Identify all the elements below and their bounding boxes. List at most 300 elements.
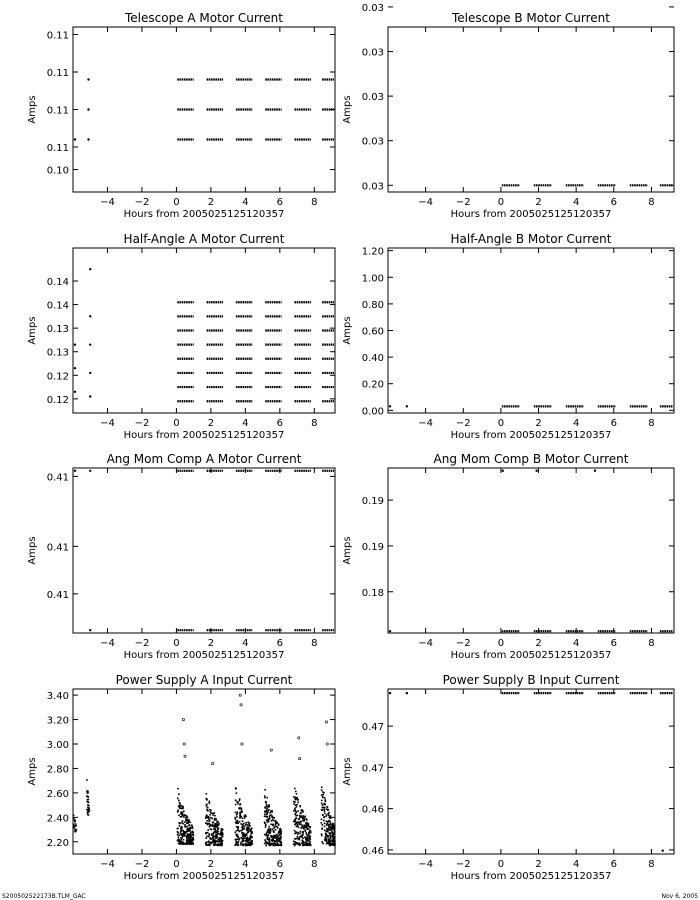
- data-point: [274, 842, 276, 844]
- data-point: [210, 817, 212, 819]
- data-point: [277, 827, 279, 829]
- data-point: [205, 815, 207, 817]
- data-point: [179, 822, 181, 824]
- data-point: [74, 819, 76, 821]
- data-point: [235, 812, 237, 814]
- data-point: [208, 840, 210, 842]
- data-point: [296, 793, 298, 795]
- data-point: [248, 827, 250, 829]
- x-tick-label: 4: [572, 197, 580, 208]
- data-point: [237, 811, 239, 813]
- y-axis-label: Amps: [342, 757, 353, 786]
- y-tick-label: 0.13: [46, 347, 69, 359]
- data-point: [208, 833, 210, 835]
- data-point: [235, 804, 237, 806]
- chart-panel-tel-a: [27, 11, 335, 220]
- data-point: [267, 828, 269, 830]
- data-point: [178, 806, 180, 808]
- data-point: [389, 405, 391, 407]
- data-point: [300, 831, 302, 833]
- x-tick-label: 4: [242, 197, 249, 208]
- data-point: [236, 792, 238, 794]
- data-point: [234, 844, 236, 846]
- data-point: [330, 843, 332, 845]
- data-point: [294, 833, 296, 835]
- data-point: [191, 824, 193, 826]
- y-tick-label: 0.03: [361, 136, 384, 148]
- data-point: [324, 810, 326, 812]
- data-point: [180, 813, 182, 815]
- data-point: [334, 832, 336, 834]
- x-tick-label: −4: [100, 418, 115, 429]
- footer-date: Nov 6, 2005: [661, 893, 698, 900]
- data-point: [186, 841, 188, 843]
- data-point: [206, 836, 208, 838]
- data-point: [389, 692, 391, 694]
- y-tick-label: 0.11: [46, 30, 69, 42]
- data-point: [220, 837, 222, 839]
- data-point: [299, 833, 301, 835]
- plot-frame: [73, 689, 335, 854]
- data-point: [275, 834, 277, 836]
- data-point: [236, 801, 238, 803]
- data-point: [245, 816, 247, 818]
- data-point: [265, 845, 267, 847]
- data-point: [177, 798, 179, 800]
- data-point: [213, 832, 215, 834]
- data-point: [184, 821, 186, 823]
- x-tick-label: 6: [610, 859, 617, 870]
- data-point: [243, 828, 245, 830]
- x-tick-label: 0: [497, 859, 505, 870]
- data-point: [210, 812, 212, 814]
- data-point: [218, 824, 220, 826]
- data-point: [236, 835, 238, 837]
- data-point: [247, 832, 249, 834]
- data-point: [239, 800, 241, 802]
- y-axis-label: Amps: [342, 536, 353, 565]
- data-point: [192, 842, 194, 844]
- data-point: [321, 803, 323, 805]
- data-point: [221, 841, 223, 843]
- data-point: [236, 814, 238, 816]
- data-point: [214, 812, 216, 814]
- data-point: [211, 829, 213, 831]
- data-point: [244, 834, 246, 836]
- data-point: [269, 828, 271, 830]
- data-point: [87, 796, 89, 798]
- data-point: [328, 812, 330, 814]
- data-point: [293, 841, 295, 843]
- data-point: [278, 840, 280, 842]
- y-tick-label: 0.03: [361, 2, 384, 14]
- data-point: [278, 837, 280, 839]
- data-point: [333, 823, 335, 825]
- data-point: [327, 831, 329, 833]
- data-point: [209, 837, 211, 839]
- chart-title: Telescope A Motor Current: [125, 11, 283, 25]
- x-tick-label: 2: [535, 197, 542, 208]
- data-point: [222, 832, 224, 834]
- data-point-outlier: [240, 704, 242, 706]
- data-point: [281, 844, 283, 846]
- data-point: [177, 810, 179, 812]
- x-tick-label: −2: [134, 638, 150, 649]
- data-point: [187, 833, 189, 835]
- x-tick-label: −4: [418, 418, 434, 429]
- data-point: [243, 837, 245, 839]
- x-axis-label: Hours from 2005025125120357: [450, 209, 612, 220]
- data-point: [235, 832, 237, 834]
- x-tick-label: 0: [173, 859, 180, 870]
- data-point: [181, 837, 183, 839]
- data-point: [205, 842, 207, 844]
- data-point: [264, 789, 266, 791]
- data-point: [87, 108, 89, 110]
- data-point: [332, 841, 334, 843]
- x-tick-label: −2: [134, 859, 150, 870]
- data-point: [322, 797, 324, 799]
- data-point: [235, 799, 237, 801]
- data-point: [241, 818, 243, 820]
- data-point: [88, 805, 90, 807]
- data-point: [216, 836, 218, 838]
- data-point: [264, 839, 266, 841]
- data-point: [321, 789, 323, 791]
- x-axis-label: Hours from 2005025125120357: [450, 871, 612, 882]
- data-point: [264, 811, 266, 813]
- data-point: [186, 826, 188, 828]
- x-tick-label: 2: [535, 638, 542, 649]
- data-point-outlier: [239, 694, 241, 696]
- data-point: [88, 814, 90, 816]
- data-point: [241, 832, 243, 834]
- data-point: [193, 834, 195, 836]
- data-point: [268, 809, 270, 811]
- x-tick-label: −2: [134, 197, 150, 208]
- y-tick-label: 0.46: [361, 845, 384, 857]
- data-point: [242, 820, 244, 822]
- data-point: [300, 813, 302, 815]
- data-point: [280, 838, 282, 840]
- data-point: [74, 367, 76, 369]
- y-tick-label: 0.14: [46, 277, 69, 288]
- data-point: [297, 799, 299, 801]
- y-axis-label: Amps: [342, 316, 353, 345]
- data-point: [211, 833, 213, 835]
- data-point: [248, 838, 250, 840]
- data-point: [324, 799, 326, 801]
- data-point: [265, 815, 267, 817]
- data-point: [180, 827, 182, 829]
- data-point: [177, 834, 179, 836]
- x-tick-label: 2: [207, 418, 215, 429]
- y-tick-label: 0.11: [46, 68, 69, 79]
- data-point: [240, 803, 242, 805]
- data-point: [295, 797, 297, 799]
- data-point: [211, 818, 213, 820]
- data-point: [191, 834, 193, 836]
- data-point: [237, 841, 239, 843]
- data-point: [276, 842, 278, 844]
- data-point: [191, 839, 193, 841]
- data-point-outlier: [299, 758, 301, 760]
- data-point: [207, 823, 209, 825]
- data-point: [321, 786, 323, 788]
- data-point: [74, 343, 76, 345]
- data-point: [244, 815, 246, 817]
- data-point: [236, 826, 238, 828]
- data-point: [326, 840, 328, 842]
- data-point: [264, 843, 266, 845]
- data-point: [323, 792, 325, 794]
- data-point: [267, 834, 269, 836]
- data-point: [239, 838, 241, 840]
- x-tick-label: −2: [134, 418, 150, 429]
- data-point: [74, 470, 76, 472]
- data-point: [293, 821, 295, 823]
- data-point: [309, 830, 311, 832]
- data-point: [266, 814, 268, 816]
- data-point: [246, 829, 248, 831]
- data-point: [293, 801, 295, 803]
- data-point: [294, 788, 296, 790]
- y-tick-label: 2.40: [46, 813, 69, 825]
- data-point: [212, 814, 214, 816]
- data-point: [324, 826, 326, 828]
- data-point: [188, 840, 190, 842]
- data-point: [324, 813, 326, 815]
- data-point: [242, 844, 244, 846]
- data-point: [322, 794, 324, 796]
- data-point: [269, 841, 271, 843]
- data-point: [205, 837, 207, 839]
- chart-panel-tel-b: [342, 0, 674, 220]
- data-point: [297, 832, 299, 834]
- x-tick-label: 4: [572, 859, 580, 870]
- chart-panel-ang-b: [342, 452, 674, 661]
- data-point: [251, 843, 253, 845]
- data-point: [270, 835, 272, 837]
- data-point: [305, 818, 307, 820]
- data-point: [237, 803, 239, 805]
- data-point: [264, 797, 266, 799]
- data-point: [183, 814, 185, 816]
- data-point: [297, 824, 299, 826]
- data-point: [294, 838, 296, 840]
- x-tick-label: 6: [276, 197, 284, 208]
- x-tick-label: 2: [207, 859, 215, 870]
- data-point: [266, 837, 268, 839]
- chart-panel-half-a: [27, 232, 335, 441]
- data-point: [209, 801, 211, 803]
- data-point: [296, 806, 298, 808]
- data-point: [214, 815, 216, 817]
- data-point: [273, 845, 275, 847]
- y-tick-label: 3.20: [46, 715, 69, 727]
- data-point: [326, 808, 328, 810]
- data-point: [248, 840, 250, 842]
- x-tick-label: −2: [455, 638, 471, 649]
- data-point: [309, 837, 311, 839]
- data-point-outlier: [184, 755, 186, 757]
- x-axis-label: Hours from 2005025125120357: [450, 650, 612, 661]
- x-tick-label: 8: [648, 638, 655, 649]
- data-point: [221, 830, 223, 832]
- data-point: [305, 830, 307, 832]
- data-point: [329, 832, 331, 834]
- data-point-outlier: [183, 743, 185, 745]
- data-point: [212, 825, 214, 827]
- data-point: [332, 828, 334, 830]
- data-point: [189, 824, 191, 826]
- data-point: [250, 829, 252, 831]
- data-point-outlier: [241, 743, 243, 745]
- data-point: [295, 823, 297, 825]
- data-point: [190, 827, 192, 829]
- data-point: [178, 800, 180, 802]
- data-point: [274, 824, 276, 826]
- data-point: [186, 830, 188, 832]
- y-tick-label: 0.40: [361, 353, 384, 365]
- x-tick-label: −4: [418, 197, 434, 208]
- data-point: [216, 834, 218, 836]
- x-tick-label: −4: [418, 638, 434, 649]
- x-tick-label: 2: [207, 197, 215, 208]
- y-tick-label: 0.19: [361, 496, 384, 508]
- data-point: [178, 840, 180, 842]
- data-point: [183, 842, 185, 844]
- data-point: [218, 844, 220, 846]
- y-tick-label: 0.13: [46, 324, 69, 336]
- y-tick-label: 0.20: [361, 379, 384, 391]
- y-tick-label: 0.47: [361, 722, 384, 734]
- data-point: [271, 820, 273, 822]
- data-point: [179, 843, 181, 845]
- data-point: [502, 470, 504, 472]
- data-point: [184, 824, 186, 826]
- data-point: [251, 837, 253, 839]
- data-point: [180, 816, 182, 818]
- x-tick-label: 4: [242, 418, 249, 429]
- data-point: [329, 837, 331, 839]
- y-axis-label: Amps: [27, 536, 38, 565]
- data-point: [293, 796, 295, 798]
- data-point: [332, 825, 334, 827]
- data-point: [179, 803, 181, 805]
- data-point: [73, 824, 75, 826]
- data-point: [214, 819, 216, 821]
- data-point: [240, 842, 242, 844]
- y-tick-label: 0.41: [46, 589, 69, 601]
- data-point: [186, 819, 188, 821]
- data-point: [269, 838, 271, 840]
- data-point: [87, 801, 89, 803]
- y-tick-label: 0.14: [46, 300, 69, 312]
- data-point: [73, 827, 75, 829]
- data-point: [269, 812, 271, 814]
- y-tick-label: 3.00: [46, 740, 69, 751]
- data-point: [178, 793, 180, 795]
- data-point: [209, 809, 211, 811]
- data-point: [276, 836, 278, 838]
- x-tick-label: 2: [207, 638, 215, 649]
- data-point: [326, 835, 328, 837]
- x-tick-label: 8: [311, 418, 318, 429]
- data-point: [331, 843, 333, 845]
- data-point: [267, 819, 269, 821]
- y-axis-label: Amps: [27, 95, 38, 124]
- data-point-outlier: [182, 719, 184, 721]
- x-tick-label: 0: [173, 418, 180, 429]
- data-point: [183, 839, 185, 841]
- data-point: [264, 822, 266, 824]
- data-point: [178, 837, 180, 839]
- data-point: [308, 844, 310, 846]
- data-point: [246, 827, 248, 829]
- data-point: [89, 343, 91, 345]
- data-point: [247, 822, 249, 824]
- data-point: [74, 138, 76, 140]
- x-tick-label: 6: [276, 859, 284, 870]
- x-tick-label: 0: [173, 197, 180, 208]
- data-point: [297, 836, 299, 838]
- data-point: [251, 841, 253, 843]
- data-point: [334, 843, 336, 845]
- data-point-outlier: [298, 737, 300, 739]
- data-point: [267, 843, 269, 845]
- data-point: [247, 845, 249, 847]
- data-point: [305, 843, 307, 845]
- data-point: [301, 824, 303, 826]
- data-point: [268, 826, 270, 828]
- data-point: [325, 820, 327, 822]
- data-point: [264, 834, 266, 836]
- x-axis-label: Hours from 2005025125120357: [450, 430, 612, 441]
- data-point: [190, 836, 192, 838]
- data-point: [189, 830, 191, 832]
- data-point: [275, 836, 277, 838]
- data-point: [328, 814, 330, 816]
- data-point-outlier: [325, 721, 327, 723]
- data-point: [303, 842, 305, 844]
- data-point: [327, 837, 329, 839]
- data-point: [298, 822, 300, 824]
- data-point: [88, 799, 90, 801]
- x-tick-label: 6: [276, 638, 284, 649]
- data-point: [216, 844, 218, 846]
- data-point: [215, 819, 217, 821]
- data-point: [302, 820, 304, 822]
- x-tick-label: −2: [455, 197, 471, 208]
- y-tick-label: 0.11: [46, 143, 69, 154]
- plot-frame: [388, 248, 674, 413]
- data-point: [266, 804, 268, 806]
- data-point-outlier: [326, 743, 328, 745]
- data-point: [244, 826, 246, 828]
- data-point: [325, 833, 327, 835]
- data-point: [181, 842, 183, 844]
- x-tick-label: 4: [242, 859, 249, 870]
- data-point: [273, 817, 275, 819]
- y-tick-label: 0.00: [361, 406, 384, 418]
- data-point: [207, 832, 209, 834]
- data-point: [326, 824, 328, 826]
- x-axis-label: Hours from 2005025125120357: [123, 871, 285, 882]
- y-tick-label: 0.12: [46, 394, 69, 406]
- y-tick-label: 0.60: [361, 326, 384, 338]
- data-point: [324, 839, 326, 841]
